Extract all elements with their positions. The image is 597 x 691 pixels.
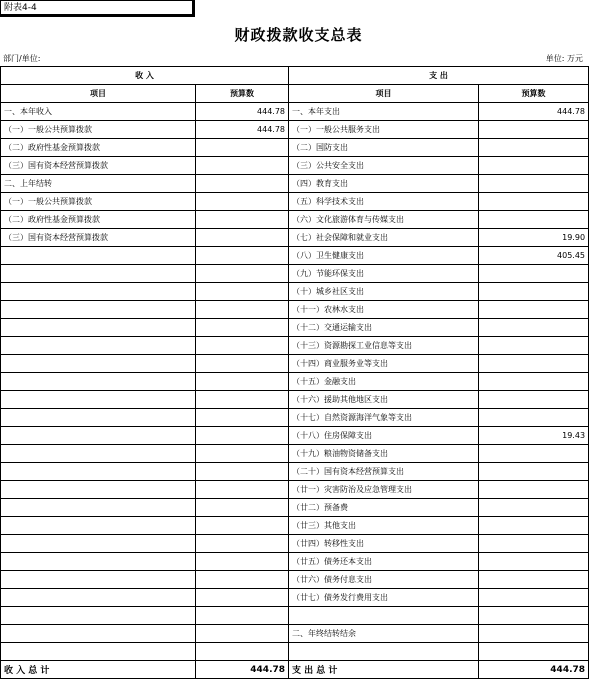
expense-item-cell[interactable]: （廿六）债务付息支出: [289, 571, 479, 589]
table-row: [1, 283, 589, 301]
income-amount-cell[interactable]: [196, 283, 289, 301]
income-item-cell[interactable]: （三）国有资本经营预算拨款: [1, 229, 196, 247]
expense-item-cell[interactable]: （二）国防支出: [289, 139, 479, 157]
income-amount-cell[interactable]: [196, 643, 289, 661]
expense-amount-cell[interactable]: [479, 391, 589, 409]
income-item-cell[interactable]: （一）一般公共预算拨款: [1, 121, 196, 139]
expense-total-amount[interactable]: 444.78: [479, 661, 589, 679]
table-row: [1, 103, 589, 121]
expense-amount-cell[interactable]: 444.78: [479, 103, 589, 121]
expense-item-cell[interactable]: （一）一般公共服务支出: [289, 121, 479, 139]
income-amount-cell[interactable]: [196, 373, 289, 391]
income-amount-cell[interactable]: [196, 589, 289, 607]
income-item-cell[interactable]: [1, 391, 196, 409]
income-item-cell[interactable]: [1, 499, 196, 517]
expense-amount-cell[interactable]: 405.45: [479, 247, 589, 265]
expense-item-cell[interactable]: （廿五）债务还本支出: [289, 553, 479, 571]
income-item-cell[interactable]: [1, 445, 196, 463]
income-amount-cell[interactable]: [196, 301, 289, 319]
income-amount-cell[interactable]: [196, 211, 289, 229]
income-amount-cell[interactable]: [196, 175, 289, 193]
expense-amount-cell[interactable]: [479, 589, 589, 607]
income-amount-cell[interactable]: [196, 229, 289, 247]
income-item-cell[interactable]: [1, 373, 196, 391]
income-item-cell[interactable]: [1, 247, 196, 265]
income-amount-cell[interactable]: [196, 247, 289, 265]
table-row: [1, 211, 589, 229]
income-amount-cell[interactable]: [196, 553, 289, 571]
expense-item-cell[interactable]: （十九）粮油物资储备支出: [289, 445, 479, 463]
income-item-cell[interactable]: [1, 643, 196, 661]
table-row: [1, 589, 589, 607]
expense-item-cell[interactable]: （廿一）灾害防治及应急管理支出: [289, 481, 479, 499]
expense-item-cell[interactable]: （廿三）其他支出: [289, 517, 479, 535]
expense-total-label[interactable]: 支 出 总 计: [289, 661, 479, 679]
expense-item-cell[interactable]: （六）文化旅游体育与传媒支出: [289, 211, 479, 229]
income-item-cell[interactable]: [1, 553, 196, 571]
expense-item-cell[interactable]: （十二）交通运输支出: [289, 319, 479, 337]
income-item-header: 项目: [1, 85, 196, 103]
income-item-cell[interactable]: [1, 265, 196, 283]
table-row: [1, 139, 589, 157]
expense-amount-cell[interactable]: [479, 175, 589, 193]
income-item-cell[interactable]: [1, 409, 196, 427]
expense-item-cell[interactable]: （十）城乡社区支出: [289, 283, 479, 301]
income-amount-cell[interactable]: [196, 445, 289, 463]
income-amount-cell[interactable]: [196, 607, 289, 625]
income-item-cell[interactable]: （二）政府性基金预算拨款: [1, 139, 196, 157]
selected-cell-reference[interactable]: 附表4-4: [0, 0, 195, 17]
department-label: 部门/单位:: [3, 54, 41, 63]
expense-item-cell[interactable]: （十八）住房保障支出: [289, 427, 479, 445]
table-row: [1, 337, 589, 355]
income-amount-cell[interactable]: 444.78: [196, 103, 289, 121]
expense-amount-cell[interactable]: [479, 319, 589, 337]
expense-item-header: 项目: [289, 85, 479, 103]
expense-item-cell[interactable]: （廿二）预备费: [289, 499, 479, 517]
expense-amount-cell[interactable]: [479, 265, 589, 283]
totals-row: [1, 661, 589, 679]
table-row: [1, 535, 589, 553]
expense-item-cell[interactable]: （二十）国有资本经营预算支出: [289, 463, 479, 481]
expense-item-cell[interactable]: （四）教育支出: [289, 175, 479, 193]
expense-item-cell[interactable]: （十四）商业服务业等支出: [289, 355, 479, 373]
expense-item-cell[interactable]: （十七）自然资源海洋气象等支出: [289, 409, 479, 427]
expense-amount-cell[interactable]: [479, 643, 589, 661]
income-item-cell[interactable]: [1, 283, 196, 301]
expense-item-cell[interactable]: （九）节能环保支出: [289, 265, 479, 283]
expense-item-cell[interactable]: （七）社会保障和就业支出: [289, 229, 479, 247]
income-item-cell[interactable]: [1, 355, 196, 373]
income-item-cell[interactable]: [1, 625, 196, 643]
income-amount-cell[interactable]: [196, 427, 289, 445]
income-item-cell[interactable]: （一）一般公共预算拨款: [1, 193, 196, 211]
income-item-cell[interactable]: [1, 319, 196, 337]
expense-amount-cell[interactable]: [479, 571, 589, 589]
expense-item-cell[interactable]: （十五）金融支出: [289, 373, 479, 391]
income-amount-cell[interactable]: [196, 391, 289, 409]
income-amount-cell[interactable]: [196, 139, 289, 157]
income-item-cell[interactable]: 二、上年结转: [1, 175, 196, 193]
expense-amount-cell[interactable]: [479, 553, 589, 571]
table-row: [1, 463, 589, 481]
table-row: [1, 481, 589, 499]
expense-amount-cell[interactable]: [479, 283, 589, 301]
expense-amount-cell[interactable]: 19.90: [479, 229, 589, 247]
income-item-cell[interactable]: [1, 301, 196, 319]
expense-amount-cell[interactable]: [479, 499, 589, 517]
column-header-row: [1, 85, 589, 103]
income-total-label[interactable]: 收 入 总 计: [1, 661, 196, 679]
expense-amount-cell[interactable]: [479, 535, 589, 553]
revenue-expenditure-table: [0, 66, 589, 679]
income-item-cell[interactable]: [1, 481, 196, 499]
expense-item-cell[interactable]: （十三）资源勘探工业信息等支出: [289, 337, 479, 355]
expense-amount-cell[interactable]: [479, 337, 589, 355]
table-row: [1, 643, 589, 661]
income-amount-cell[interactable]: [196, 409, 289, 427]
table-row: [1, 121, 589, 139]
expense-item-cell[interactable]: （廿七）债务发行费用支出: [289, 589, 479, 607]
income-item-cell[interactable]: [1, 571, 196, 589]
expense-header: 支 出: [289, 67, 589, 85]
income-item-cell[interactable]: [1, 517, 196, 535]
expense-amount-cell[interactable]: [479, 445, 589, 463]
expense-item-cell[interactable]: [289, 643, 479, 661]
expense-item-cell[interactable]: 二、年终结转结余: [289, 625, 479, 643]
expense-amount-cell[interactable]: [479, 625, 589, 643]
expense-amount-cell[interactable]: [479, 481, 589, 499]
unit-label: 单位: 万元: [545, 54, 583, 63]
table-row: [1, 301, 589, 319]
table-row: [1, 157, 589, 175]
income-item-cell[interactable]: [1, 589, 196, 607]
table-row: [1, 373, 589, 391]
table-row: [1, 607, 589, 625]
income-amount-cell[interactable]: [196, 499, 289, 517]
table-row: [1, 517, 589, 535]
expense-amount-cell[interactable]: [479, 355, 589, 373]
table-row: [1, 427, 589, 445]
expense-amount-cell[interactable]: [479, 373, 589, 391]
expense-amount-cell[interactable]: [479, 139, 589, 157]
table-row: [1, 175, 589, 193]
income-amount-cell[interactable]: [196, 337, 289, 355]
table-row: [1, 247, 589, 265]
income-amount-cell[interactable]: [196, 625, 289, 643]
table-row: [1, 193, 589, 211]
table-row: [1, 229, 589, 247]
table-row: [1, 499, 589, 517]
expense-amount-cell[interactable]: [479, 463, 589, 481]
income-amount-cell[interactable]: [196, 265, 289, 283]
expense-item-cell[interactable]: [289, 607, 479, 625]
income-amount-cell[interactable]: [196, 193, 289, 211]
income-amount-cell[interactable]: [196, 157, 289, 175]
income-amount-cell[interactable]: [196, 319, 289, 337]
table-row: [1, 355, 589, 373]
income-amount-cell[interactable]: 444.78: [196, 121, 289, 139]
income-header: 收 入: [1, 67, 289, 85]
table-row: [1, 409, 589, 427]
expense-amount-cell[interactable]: [479, 409, 589, 427]
income-item-cell[interactable]: （三）国有资本经营预算拨款: [1, 157, 196, 175]
table-row: [1, 391, 589, 409]
expense-amount-cell[interactable]: [479, 301, 589, 319]
income-amount-cell[interactable]: [196, 571, 289, 589]
expense-item-cell[interactable]: 一、本年支出: [289, 103, 479, 121]
income-item-cell[interactable]: （二）政府性基金预算拨款: [1, 211, 196, 229]
section-header-row: [1, 67, 589, 85]
expense-item-cell[interactable]: （八）卫生健康支出: [289, 247, 479, 265]
expense-item-cell[interactable]: （廿四）转移性支出: [289, 535, 479, 553]
expense-item-cell[interactable]: （十一）农林水支出: [289, 301, 479, 319]
expense-amount-cell[interactable]: [479, 211, 589, 229]
expense-amount-cell[interactable]: 19.43: [479, 427, 589, 445]
expense-amount-cell[interactable]: [479, 193, 589, 211]
income-budget-header: 预算数: [196, 85, 289, 103]
table-row: [1, 445, 589, 463]
income-item-cell[interactable]: [1, 337, 196, 355]
income-amount-cell[interactable]: [196, 481, 289, 499]
expense-amount-cell[interactable]: [479, 607, 589, 625]
table-row: [1, 553, 589, 571]
income-amount-cell[interactable]: [196, 463, 289, 481]
expense-amount-cell[interactable]: [479, 517, 589, 535]
table-row: [1, 265, 589, 283]
income-item-cell[interactable]: 一、本年收入: [1, 103, 196, 121]
expense-amount-cell[interactable]: [479, 121, 589, 139]
table-row: [1, 319, 589, 337]
page-title: 财政拨款收支总表: [234, 26, 363, 44]
income-item-cell[interactable]: [1, 463, 196, 481]
expense-item-cell[interactable]: （三）公共安全支出: [289, 157, 479, 175]
income-amount-cell[interactable]: [196, 535, 289, 553]
table-row: [1, 571, 589, 589]
income-item-cell[interactable]: [1, 427, 196, 445]
expense-budget-header: 预算数: [479, 85, 589, 103]
income-item-cell[interactable]: [1, 607, 196, 625]
expense-amount-cell[interactable]: [479, 157, 589, 175]
income-total-amount[interactable]: 444.78: [196, 661, 289, 679]
income-item-cell[interactable]: [1, 535, 196, 553]
income-amount-cell[interactable]: [196, 355, 289, 373]
income-amount-cell[interactable]: [196, 517, 289, 535]
expense-item-cell[interactable]: （五）科学技术支出: [289, 193, 479, 211]
expense-item-cell[interactable]: （十六）援助其他地区支出: [289, 391, 479, 409]
table-row: [1, 625, 589, 643]
